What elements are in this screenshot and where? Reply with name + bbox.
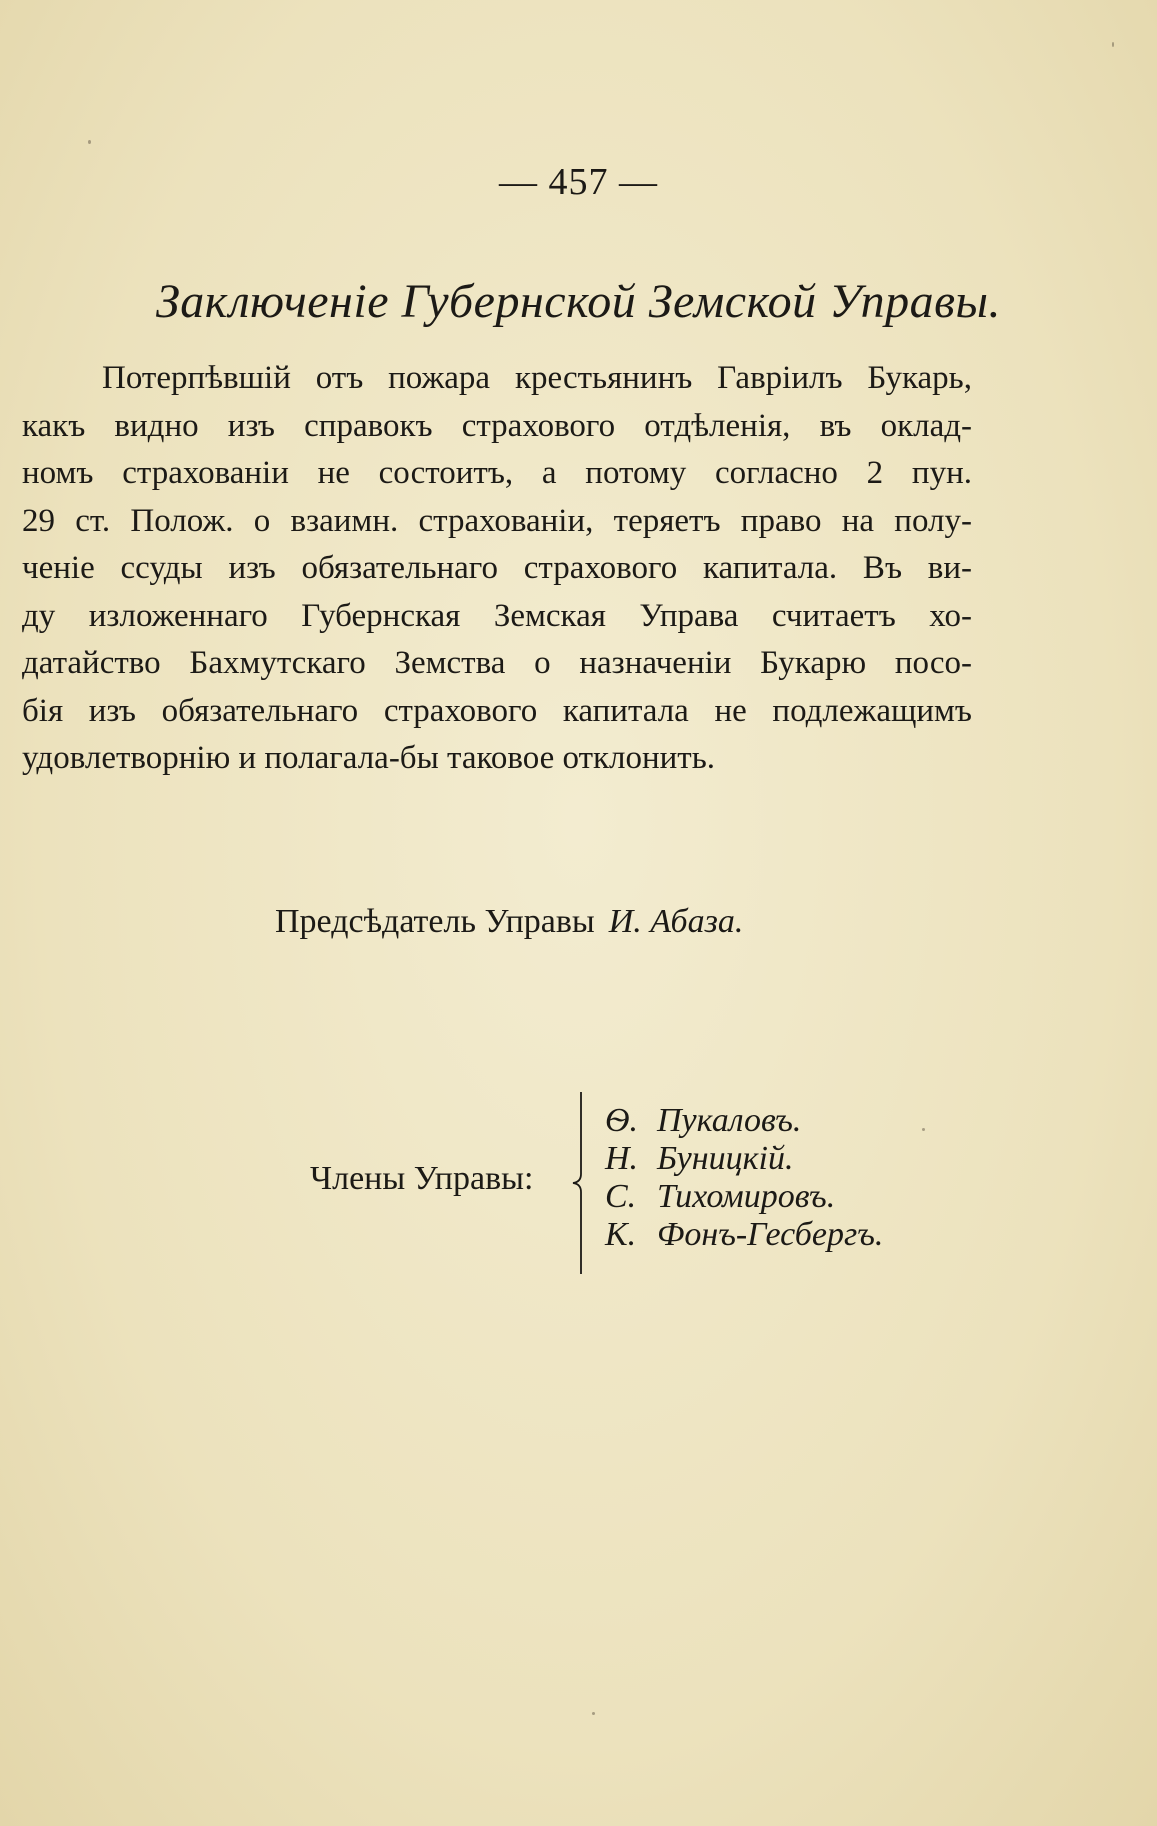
member-initial: Н.: [605, 1140, 639, 1177]
member-item: [605, 1102, 883, 1140]
member-surname: Тихомировъ.: [657, 1178, 836, 1215]
curly-brace-icon: [563, 1090, 597, 1276]
body-line: 29 ст. Полож. о взаимн. страхованiи, теряетъ право на полу-: [22, 502, 972, 539]
chairman-signature: [275, 903, 743, 941]
body-line: удовлетворнiю и полагала-бы таковое отклонить.: [22, 740, 716, 776]
members-list: [605, 1102, 883, 1254]
body-line: датайство Бахмутскаго Земства о назначенiи Букарю посо-: [22, 645, 972, 681]
document-title: Заключенie Губернской Земской Управы.: [156, 275, 1001, 328]
paper-speck: [88, 140, 91, 144]
body-line: какъ видно изъ справокъ страхового отдѣленiя, въ оклад-: [22, 407, 972, 444]
chairman-label: Предсѣдатель Управы: [275, 903, 595, 940]
body-line: номъ страхованiи не состоитъ, а потому согласно 2 пун.: [22, 455, 972, 491]
body-line: ченiе ссуды изъ обязательнаго страхового капитала. Въ ви-: [22, 550, 972, 586]
member-surname: Буницкiй.: [657, 1140, 794, 1177]
members-label: Члены Управы:: [310, 1160, 534, 1197]
member-initial: Ѳ.: [605, 1102, 639, 1139]
member-item: [605, 1140, 883, 1178]
chairman-name: И. Абаза.: [608, 903, 744, 940]
body-line: Потерпѣвшiй отъ пожара крестьянинъ Гаврiилъ Букарь,: [102, 360, 972, 396]
member-item: [605, 1216, 883, 1254]
body-paragraph: [22, 355, 972, 783]
member-item: [605, 1178, 883, 1216]
member-initial: С.: [605, 1178, 637, 1215]
body-line: ду изложеннаго Губернская Земская Управа считаетъ хо-: [22, 597, 972, 634]
body-line: бiя изъ обязательнаго страхового капитала не подлежащимъ: [22, 692, 972, 729]
paper-speck: [1112, 42, 1114, 47]
member-surname: Фонъ-Гесбергъ.: [657, 1216, 884, 1253]
member-initial: К.: [605, 1216, 637, 1253]
paper-speck: [922, 1128, 925, 1131]
page-number: — 457 —: [499, 161, 658, 203]
paper-speck: [592, 1712, 595, 1715]
member-surname: Пукаловъ.: [657, 1102, 802, 1139]
